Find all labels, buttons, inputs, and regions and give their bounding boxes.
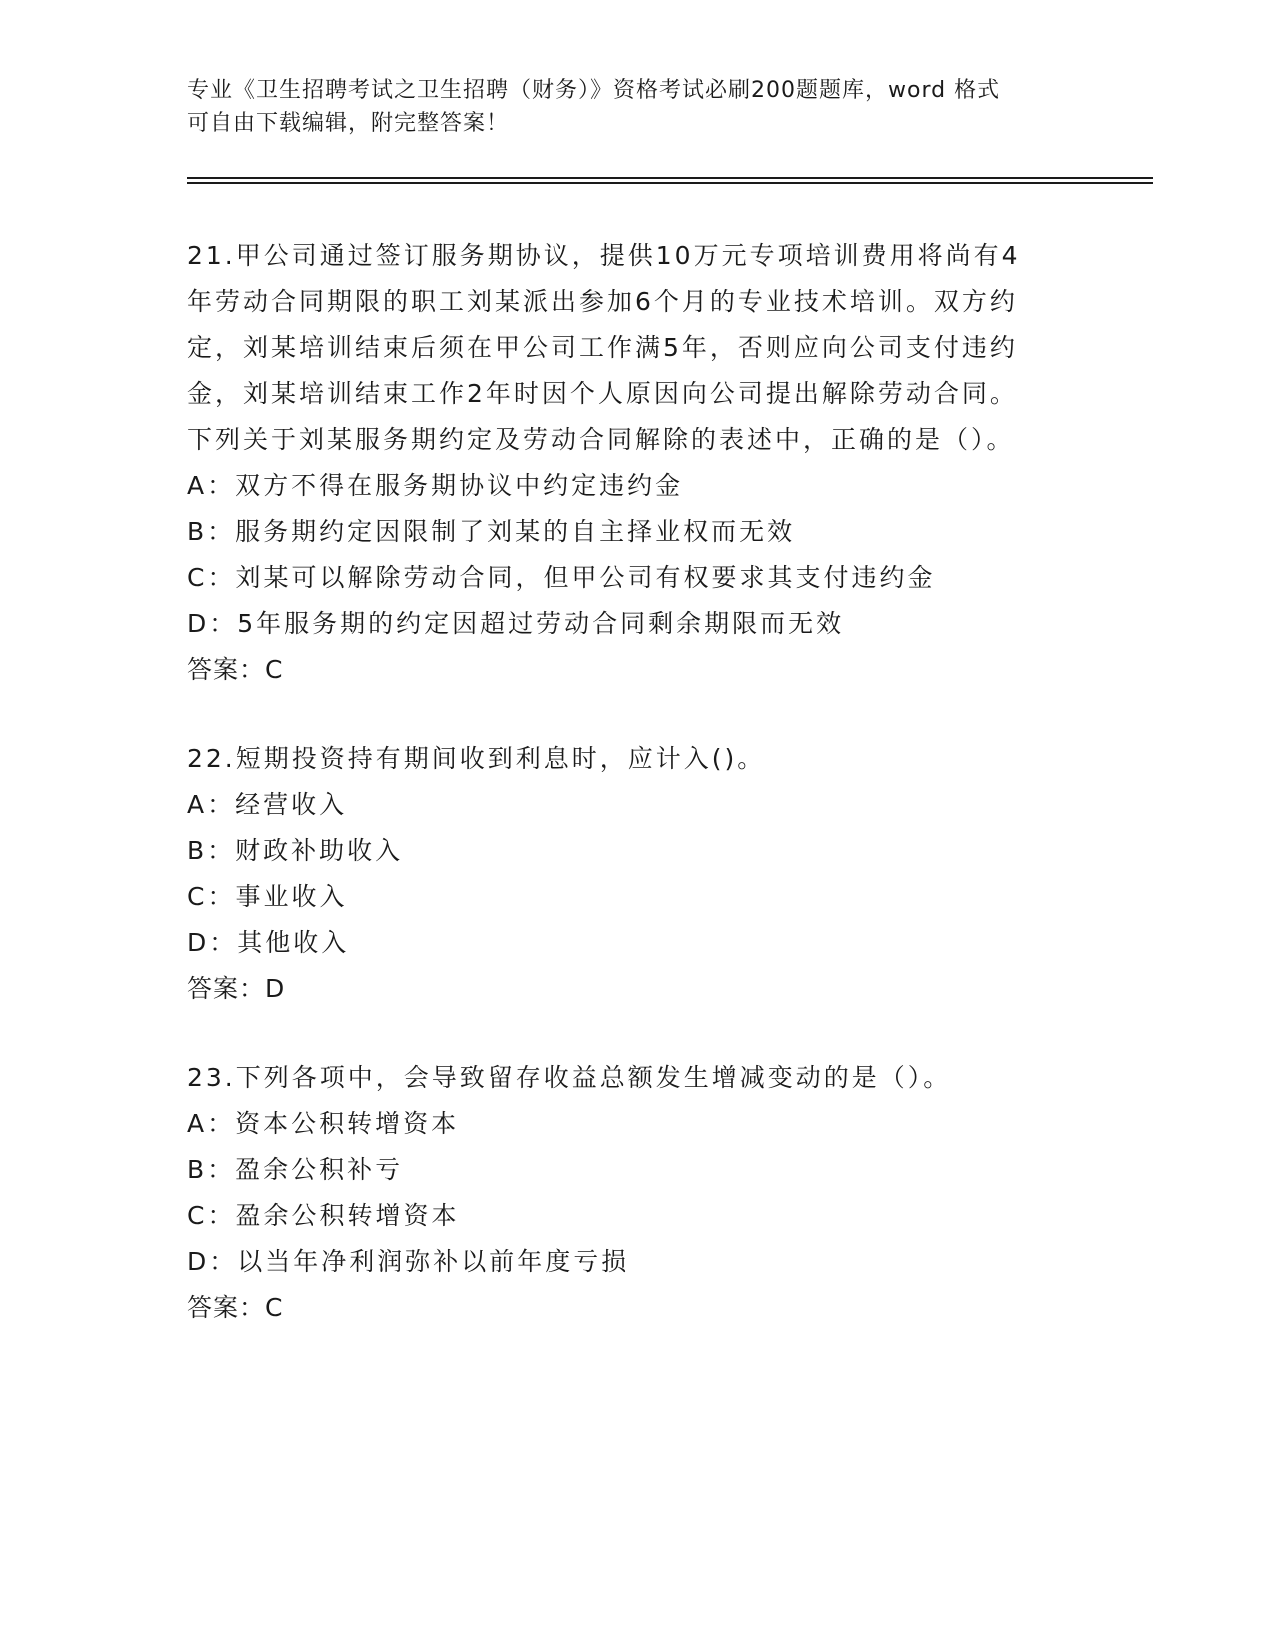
answer-label: 答案：D xyxy=(187,974,286,1003)
question-stem-line: 23.下列各项中，会导致留存收益总额发生增减变动的是（）。 xyxy=(187,1063,952,1092)
option-a: A：双方不得在服务期协议中约定违约金 xyxy=(187,471,684,500)
option-c: C：刘某可以解除劳动合同，但甲公司有权要求其支付违约金 xyxy=(187,563,936,592)
option-b: B：服务期约定因限制了刘某的自主择业权而无效 xyxy=(187,517,796,546)
question-stem-line: 21.甲公司通过签订服务期协议，提供10万元专项培训费用将尚有4 xyxy=(187,241,1021,270)
header-divider-top xyxy=(187,177,1153,179)
option-a: A：经营收入 xyxy=(187,790,348,819)
option-d: D：5年服务期的约定因超过劳动合同剩余期限而无效 xyxy=(187,609,845,638)
option-d: D：以当年净利润弥补以前年度亏损 xyxy=(187,1247,630,1276)
answer-label: 答案：C xyxy=(187,1293,284,1322)
question-stem-line: 年劳动合同期限的职工刘某派出参加6个月的专业技术培训。双方约 xyxy=(187,287,1018,316)
header-divider-bottom xyxy=(187,182,1153,184)
option-c: C：盈余公积转增资本 xyxy=(187,1201,460,1230)
option-b: B：盈余公积补亏 xyxy=(187,1155,404,1184)
header-line-2: 可自由下载编辑，附完整答案！ xyxy=(187,111,510,136)
option-b: B：财政补助收入 xyxy=(187,836,404,865)
option-d: D：其他收入 xyxy=(187,928,350,957)
question-stem-line: 下列关于刘某服务期约定及劳动合同解除的表述中，正确的是（）。 xyxy=(187,425,1015,454)
option-c: C：事业收入 xyxy=(187,882,348,911)
question-stem-line: 金，刘某培训结束工作2年时因个人原因向公司提出解除劳动合同。 xyxy=(187,379,1018,408)
option-a: A：资本公积转增资本 xyxy=(187,1109,460,1138)
answer-label: 答案：C xyxy=(187,655,284,684)
header-line-1: 专业《卫生招聘考试之卫生招聘（财务）》资格考试必刷200题题库，word 格式 xyxy=(187,78,1001,103)
question-stem-line: 22.短期投资持有期间收到利息时，应计入()。 xyxy=(187,744,766,773)
question-23 xyxy=(187,1055,1087,1331)
question-22 xyxy=(187,736,1087,1012)
question-21 xyxy=(187,233,1087,693)
question-stem-line: 定，刘某培训结束后须在甲公司工作满5年，否则应向公司支付违约 xyxy=(187,333,1018,362)
document-header xyxy=(187,74,1087,140)
